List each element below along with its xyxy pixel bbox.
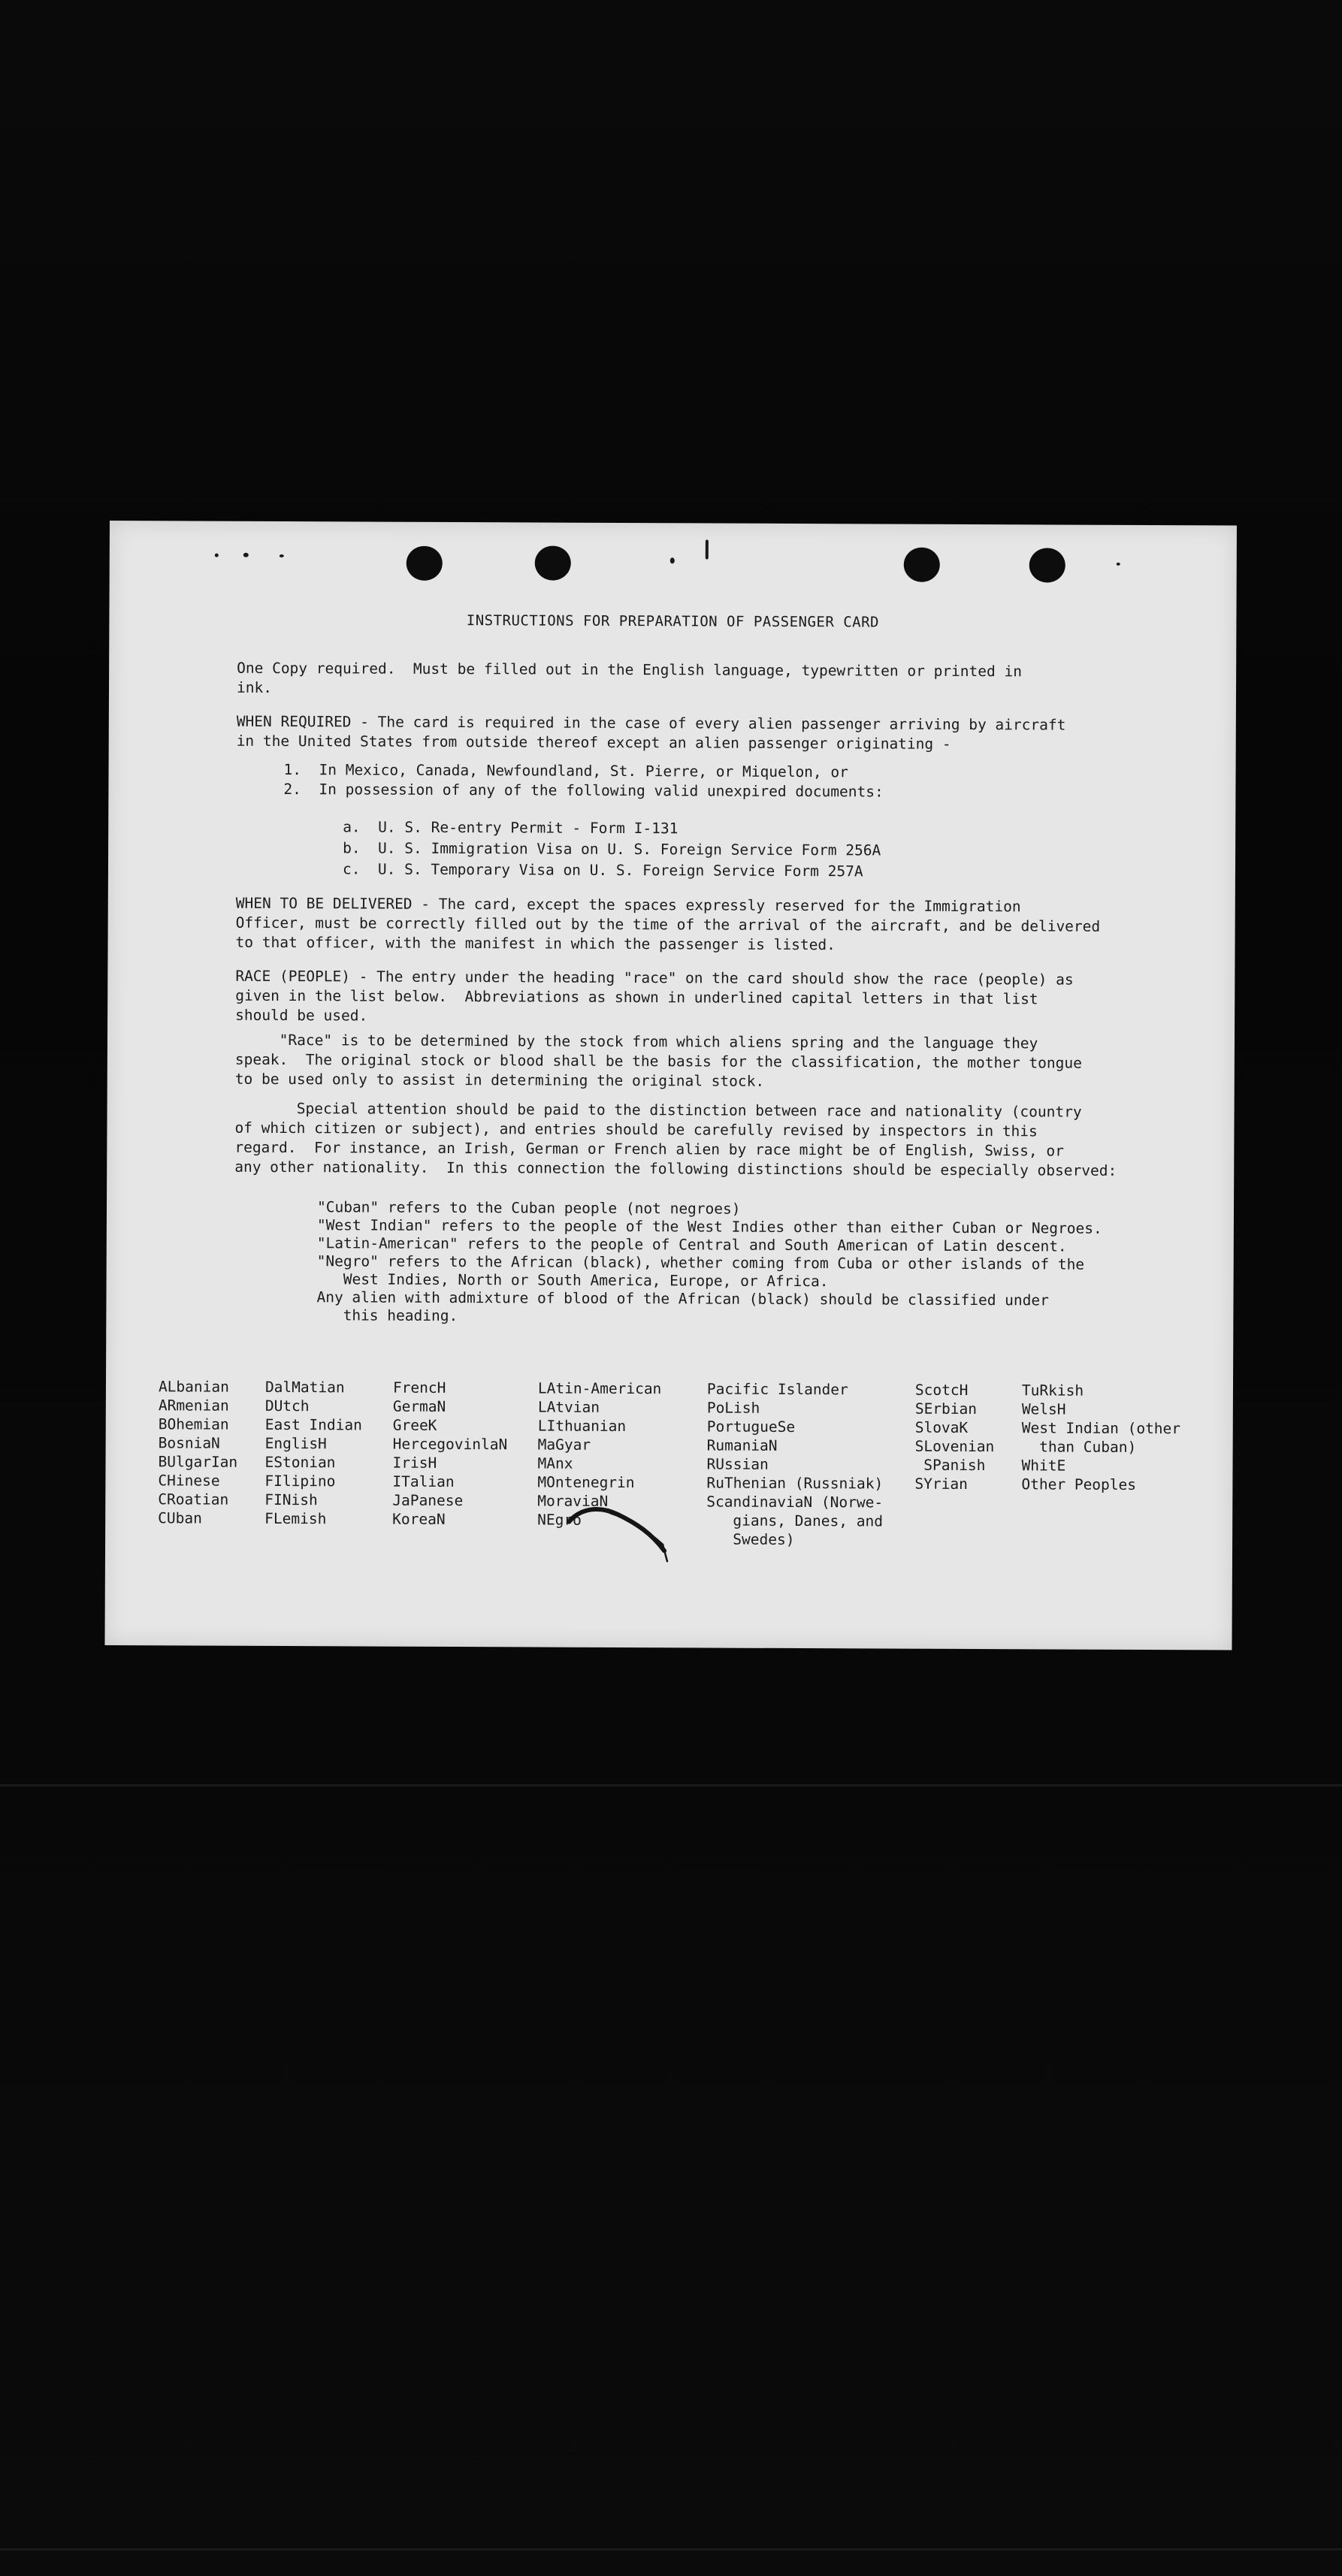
race-item: KoreaN xyxy=(392,1510,446,1528)
text-line: regard. For instance, an Irish, German or French alien by race might be of English, Swiss, or xyxy=(234,1138,1064,1160)
race-item: FIlipino xyxy=(264,1472,336,1490)
text-line: "West Indian" refers to the people of the West Indies other than either Cuban or Negroes. xyxy=(316,1216,1102,1237)
race-item: WhitE xyxy=(1021,1457,1066,1475)
when-required-paragraph xyxy=(237,712,1066,755)
text-line: should be used. xyxy=(235,1006,368,1025)
race-column-5 xyxy=(706,1379,884,1549)
race-item: SPanish xyxy=(914,1456,986,1475)
when-delivered-paragraph xyxy=(235,894,1100,956)
list-item: 1. In Mexico, Canada, Newfoundland, St. Pierre, or Miquelon, or xyxy=(283,761,848,781)
race-item: HercegovinlaN xyxy=(392,1435,508,1454)
text-line: of which citizen or subject), and entries should be carefully revised by inspectors in this xyxy=(234,1119,1038,1140)
race-people-paragraph xyxy=(235,967,1074,1029)
punch-hole xyxy=(407,546,443,581)
race-item: PortugueSe xyxy=(706,1418,796,1436)
race-item: SLovenian xyxy=(914,1437,995,1456)
race-item: EStonian xyxy=(264,1453,336,1472)
race-item: MaGyar xyxy=(537,1436,591,1454)
intro-paragraph xyxy=(237,659,1022,702)
list-item: b. U. S. Immigration Visa on U. S. Foreign Service Form 256A xyxy=(343,839,881,859)
speck xyxy=(215,554,219,557)
text-line: in the United States from outside thereof except an alien passenger originating - xyxy=(236,732,951,753)
speck xyxy=(1117,563,1120,566)
race-item: CRoatian xyxy=(158,1490,229,1508)
race-item: JaPanese xyxy=(392,1491,464,1510)
race-item: GreeK xyxy=(392,1416,437,1434)
document-page xyxy=(104,521,1237,1650)
race-item: FINish xyxy=(264,1490,318,1509)
race-item: ScandinaviaN (Norwe- xyxy=(706,1493,884,1511)
text-line: WHEN REQUIRED - The card is required in the case of every alien passenger arriving by aircraft xyxy=(236,712,1066,734)
text-line: "Negro" refers to the African (black), whether coming from Cuba or other islands of the xyxy=(316,1252,1085,1273)
race-item: MOntenegrin xyxy=(537,1473,635,1492)
pen-stroke-mark xyxy=(565,1492,678,1568)
race-item: DUtch xyxy=(264,1397,310,1415)
race-item: RUssian xyxy=(706,1455,769,1473)
text-line: Special attention should be paid to the distinction between race and nationality (country xyxy=(234,1099,1082,1121)
race-item: RuThenian (Russniak) xyxy=(706,1474,884,1493)
race-item: RumaniaN xyxy=(706,1436,778,1454)
speck xyxy=(670,557,675,563)
race-column-7 xyxy=(1021,1381,1180,1494)
race-item: than Cuban) xyxy=(1021,1438,1137,1456)
race-column-3 xyxy=(392,1379,507,1530)
text-line: to be used only to assist in determining the original stock. xyxy=(234,1070,765,1090)
documents-list xyxy=(343,817,881,882)
race-item: GermaN xyxy=(392,1397,446,1415)
text-line: One Copy required. Must be filled out in the English language, typewritten or printed in xyxy=(237,659,1023,681)
race-item: Other Peoples xyxy=(1021,1475,1137,1493)
punch-hole xyxy=(1029,548,1065,582)
race-item: ITalian xyxy=(392,1472,455,1491)
numbered-list xyxy=(283,760,884,802)
text-line: given in the list below. Abbreviations as shown in underlined capital letters in that list xyxy=(235,986,1038,1008)
race-item: SErbian xyxy=(914,1400,978,1418)
race-column-1 xyxy=(158,1377,238,1527)
list-item: c. U. S. Temporary Visa on U. S. Foreign Service Form 257A xyxy=(342,860,863,880)
text-line: to that officer, with the manifest in which the passenger is listed. xyxy=(235,933,836,954)
list-item: a. U. S. Re-entry Permit - Form I-131 xyxy=(343,818,679,838)
race-item: SlovaK xyxy=(914,1418,969,1436)
race-column-2 xyxy=(264,1378,362,1529)
punch-hole xyxy=(904,548,940,582)
race-column-6 xyxy=(914,1381,994,1493)
text-line: "Latin-American" refers to the people of Central and South American of Latin descent. xyxy=(316,1234,1067,1255)
race-item: BosniaN xyxy=(158,1434,220,1452)
race-item: CHinese xyxy=(158,1472,220,1490)
race-item: BUlgarIan xyxy=(158,1453,238,1471)
text-line: RACE (PEOPLE) - The entry under the heading "race" on the card should show the race (people) as xyxy=(235,967,1074,989)
race-item: TuRkish xyxy=(1021,1382,1084,1400)
text-line: any other nationality. In this connection the following distinctions should be especially observed: xyxy=(234,1158,1117,1179)
race-item: FLemish xyxy=(264,1509,327,1528)
speck xyxy=(243,553,249,557)
race-item: ARmenian xyxy=(158,1397,229,1415)
race-item: SYrian xyxy=(914,1475,968,1493)
race-item: WelsH xyxy=(1021,1400,1066,1418)
race-item: PoLish xyxy=(706,1399,760,1417)
text-line: West Indies, North or South America, Europe, or Africa. xyxy=(316,1270,829,1291)
race-item: LAtin-American xyxy=(537,1379,662,1398)
text-line: "Race" is to be determined by the stock from which aliens spring and the language they xyxy=(234,1031,1038,1052)
text-line: ink. xyxy=(236,678,273,696)
race-item: gians, Danes, and xyxy=(706,1511,884,1530)
text-line: Officer, must be correctly filled out by the time of the arrival of the aircraft, and be delivered xyxy=(235,914,1101,935)
race-definition-paragraph xyxy=(235,1031,1082,1093)
race-item: IrisH xyxy=(392,1454,437,1472)
race-item: CUban xyxy=(158,1509,202,1527)
scan-line xyxy=(0,2548,1342,2550)
race-item: Swedes) xyxy=(706,1530,795,1548)
race-item: West Indian (other xyxy=(1021,1419,1181,1438)
race-item: Pacific Islander xyxy=(706,1380,848,1399)
race-item: NEgro xyxy=(537,1511,582,1529)
race-item: BOhemian xyxy=(158,1415,229,1433)
special-attention-paragraph xyxy=(234,1099,1117,1181)
text-line: WHEN TO BE DELIVERED - The card, except the spaces expressly reserved for the Immigration xyxy=(235,894,1021,916)
race-item: ScotcH xyxy=(914,1381,969,1399)
list-item: 2. In possession of any of the following valid unexpired documents: xyxy=(283,781,884,801)
race-item: LAtvian xyxy=(537,1398,600,1416)
speck xyxy=(280,554,284,557)
text-line: speak. The original stock or blood shall be the basis for the classification, the mother tongue xyxy=(234,1050,1082,1072)
scan-line xyxy=(0,1784,1342,1786)
race-item: ALbanian xyxy=(158,1378,229,1396)
race-item: MAnx xyxy=(537,1454,573,1472)
race-item: DalMatian xyxy=(264,1378,345,1397)
document-title: INSTRUCTIONS FOR PREPARATION OF PASSENGER CARD xyxy=(466,612,880,631)
race-item: EnglisH xyxy=(264,1434,327,1453)
text-line: "Cuban" refers to the Cuban people (not negroes) xyxy=(316,1198,741,1218)
speck xyxy=(706,539,709,559)
race-item: FrencH xyxy=(392,1379,446,1397)
race-item: East Indian xyxy=(264,1415,362,1434)
text-line: this heading. xyxy=(316,1306,458,1325)
text-line: Any alien with admixture of blood of the African (black) should be classified under xyxy=(316,1288,1049,1309)
race-item: MoraviaN xyxy=(537,1492,609,1510)
race-item: LIthuanian xyxy=(537,1417,627,1436)
distinctions-list xyxy=(316,1198,1102,1328)
punch-hole xyxy=(535,545,571,580)
